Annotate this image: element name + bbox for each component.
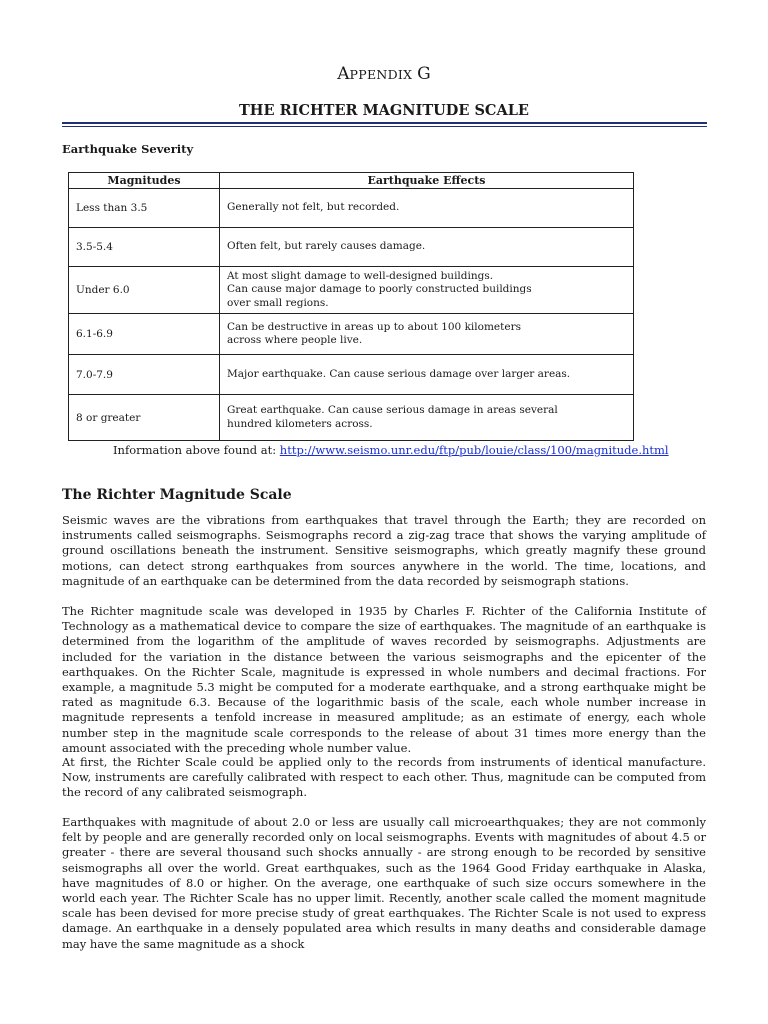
page-title: THE RICHTER MAGNITUDE SCALE (239, 102, 529, 119)
table-row (69, 314, 634, 355)
appendix-word-rest: PPENDIX (349, 67, 413, 82)
severity-label: Earthquake Severity (62, 142, 194, 156)
source-link[interactable]: http://www.seismo.unr.edu/ftp/pub/louie/class/100/magnitude.html (279, 443, 669, 457)
column-header-magnitudes: Magnitudes (69, 173, 220, 189)
title-divider (62, 122, 707, 127)
effects-cell (220, 267, 634, 314)
effects-line: Can be destructive in areas up to about 100 kilometers (227, 320, 521, 333)
table-row (69, 355, 634, 395)
effects-cell (220, 189, 634, 228)
effects-line: over small regions. (227, 296, 329, 309)
severity-table (68, 172, 634, 441)
table-row (69, 395, 634, 441)
effects-line: At most slight damage to well-designed buildings. (227, 269, 494, 282)
effects-cell (220, 228, 634, 267)
magnitude-cell: 8 or greater (69, 395, 220, 441)
table-row (69, 267, 634, 314)
paragraph: At first, the Richter Scale could be applied only to the records from instruments of identical manufacture. Now, instruments are carefully calibrated with respect to each other. Thus, magnitude can be computed from the record of any calibrated seismograph. (62, 755, 706, 800)
paragraph: The Richter magnitude scale was developed in 1935 by Charles F. Richter of the California Institute of Technology as a mathematical device to compare the size of earthquakes. The magnitude of an earthquake is determined from the logarithm of the amplitude of waves recorded by seismographs. Adjustments are included for the variation in the distance between the various seismographs and the epicenter of the earthquakes. On the Richter Scale, magnitude is expressed in whole numbers and decimal fractions. For example, a magnitude 5.3 might be computed for a moderate earthquake, and a strong earthquake might be rated as magnitude 6.3. Because of the logarithmic basis of the scale, each whole number increase in magnitude represents a tenfold increase in measured amplitude; as an estimate of energy, each whole number step in the magnitude scale corresponds to the release of about 31 times more energy than the amount associated with the preceding whole number value. (62, 604, 706, 755)
source-prefix: Information above found at: (113, 443, 280, 457)
table-header-row (69, 173, 634, 189)
effects-line: Great earthquake. Can cause serious damage in areas several (227, 404, 558, 416)
effects-cell (220, 355, 634, 395)
column-header-effects: Earthquake Effects (220, 173, 634, 189)
effects-cell (220, 314, 634, 355)
table-row (69, 189, 634, 228)
table-row (69, 228, 634, 267)
effects-line: across where people live. (227, 334, 363, 346)
effects-cell (220, 395, 634, 441)
section-heading: The Richter Magnitude Scale (62, 487, 292, 503)
magnitude-cell: 3.5-5.4 (69, 228, 220, 267)
source-note (113, 443, 669, 457)
effects-line: Generally not felt, but recorded. (227, 201, 400, 214)
effects-line: hundred kilometers across. (227, 417, 373, 430)
effects-line: Often felt, but rarely causes damage. (227, 240, 426, 253)
appendix-first-letter: A (337, 64, 350, 84)
appendix-letter: G (417, 64, 431, 84)
effects-line: Major earthquake. Can cause serious damage over larger areas. (227, 367, 571, 380)
effects-line: Can cause major damage to poorly constructed buildings (227, 283, 532, 296)
appendix-heading (0, 64, 768, 84)
magnitude-cell: Less than 3.5 (69, 189, 220, 228)
paragraph: Seismic waves are the vibrations from earthquakes that travel through the Earth; they are recorded on instruments called seismographs. Seismographs record a zig-zag trace that shows the varying amplitude of ground oscillations beneath the instrument. Sensitive seismographs, which greatly magnify these ground motions, can detect strong earthquakes from sources anywhere in the world. The time, locations, and magnitude of an earthquake can be determined from the data recorded by seismograph stations. (62, 513, 706, 588)
paragraph: Earthquakes with magnitude of about 2.0 or less are usually call microearthquakes; they are not commonly felt by people and are generally recorded only on local seismographs. Events with magnitudes of about 4.5 or greater - there are several thousand such shocks annually - are strong enough to be recorded by sensitive seismographs all over the world. Great earthquakes, such as the 1964 Good Friday earthquake in Alaska, have magnitudes of 8.0 or higher. On the average, one earthquake of such size occurs somewhere in the world each year. The Richter Scale has no upper limit. Recently, another scale called the moment magnitude scale has been devised for more precise study of great earthquakes. The Richter Scale is not used to express damage. An earthquake in a densely populated area which results in many deaths and considerable damage may have the same magnitude as a shock (62, 815, 706, 951)
magnitude-cell: 7.0-7.9 (69, 355, 220, 395)
magnitude-cell: Under 6.0 (69, 267, 220, 314)
magnitude-cell: 6.1-6.9 (69, 314, 220, 355)
